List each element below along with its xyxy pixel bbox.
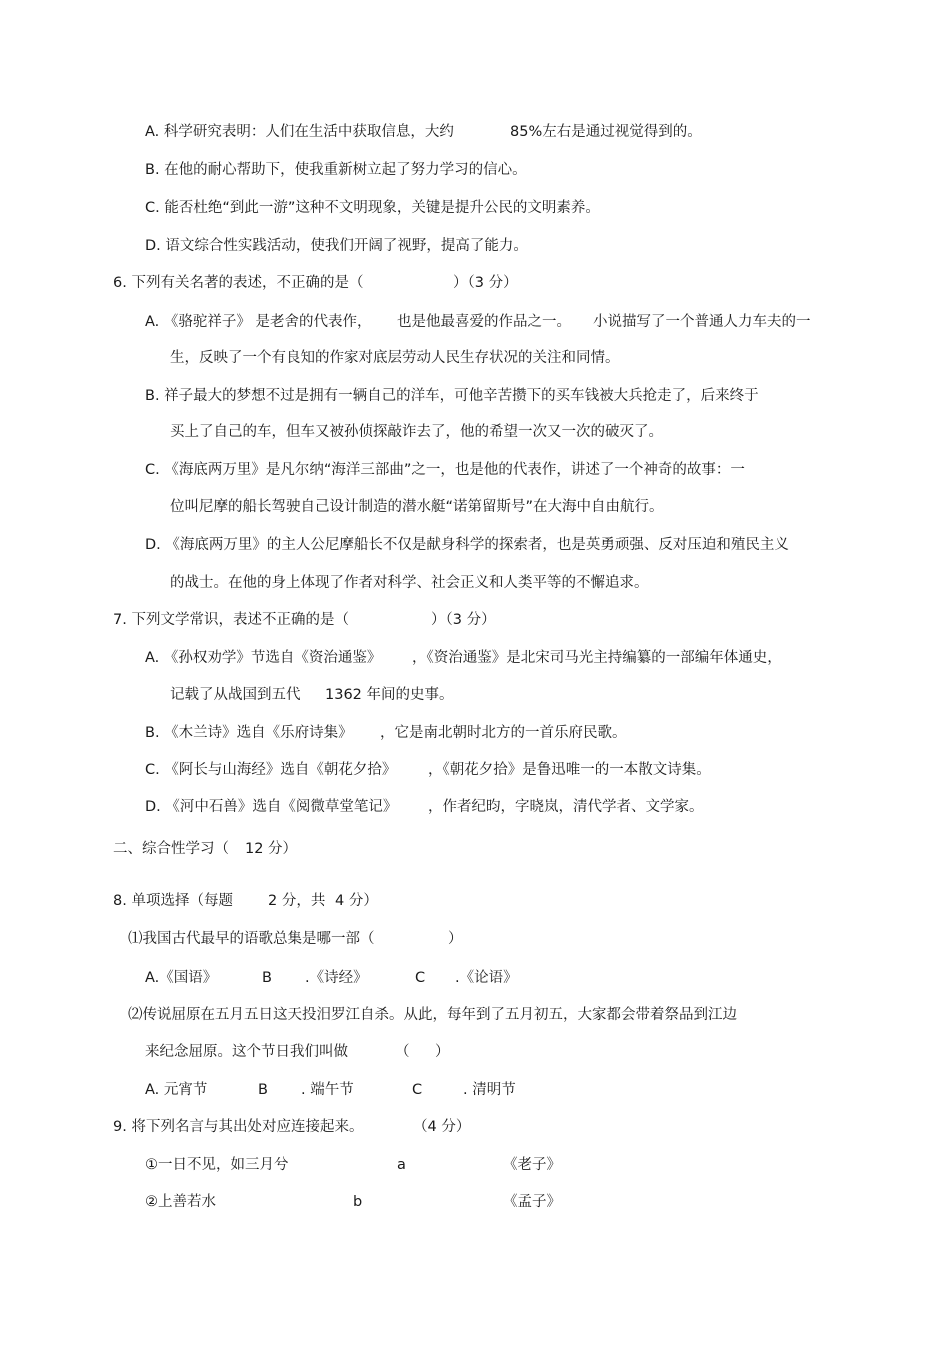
text-segment: 生，反映了一个有良知的作家对底层劳动人民生存状况的关注和同情。: [170, 350, 620, 366]
text-segment: ⑴我国古代最早的语歌总集是哪一部（: [128, 931, 375, 947]
text-segment: B. 祥子最大的梦想不过是拥有一辆自己的洋车，可他辛苦攒下的买车钱被大兵抢走了，后来终于: [145, 388, 759, 404]
text-segment: 位叫尼摩的船长驾驶自己设计制造的潜水艇“诺第留斯号”在大海中自由航行。: [170, 499, 664, 515]
text-segment: 《老子》: [503, 1157, 561, 1173]
text-segment: 85%左右是通过视觉得到的。: [510, 124, 702, 140]
text-segment: 买上了自己的车，但车又被孙侦探敲诈去了，他的希望一次又一次的破灭了。: [170, 424, 663, 440]
text-segment: ）（3 分）: [453, 275, 518, 291]
text-segment: 小说描写了一个普通人力车夫的一: [593, 314, 811, 330]
text-segment: A. 《骆驼祥子》 是老舍的代表作，: [145, 314, 372, 330]
text-segment: 的战士。在他的身上体现了作者对科学、社会正义和人类平等的不懈追求。: [170, 575, 649, 591]
text-segment: 二、综合性学习（: [113, 841, 229, 857]
text-segment: a: [397, 1157, 406, 1173]
text-segment: b: [353, 1194, 363, 1210]
text-segment: 也是他最喜爱的作品之一。: [397, 314, 571, 330]
text-segment: 12 分）: [245, 841, 298, 857]
text-segment: 《孟子》: [503, 1194, 561, 1210]
text-segment: ）（3 分）: [431, 612, 496, 628]
text-segment: 来纪念屈原。这个节日我们叫做: [145, 1044, 348, 1060]
text-segment: ，它是南北朝时北方的一首乐府民歌。: [380, 725, 627, 741]
text-segment: 1362 年间的史事。: [325, 687, 454, 703]
text-segment: ）: [435, 1044, 450, 1060]
text-segment: ⑵传说屈原在五月五日这天投汨罗江自杀。从此，每年到了五月初五，大家都会带着祭品到江边: [128, 1007, 737, 1023]
text-segment: C. 《阿长与山海经》选自《朝花夕拾》: [145, 762, 397, 778]
text-segment: D. 语文综合性实践活动，使我们开阔了视野，提高了能力。: [145, 238, 528, 254]
text-segment: D. 《海底两万里》的主人公尼摩船长不仅是献身科学的探索者，也是英勇顽强、反对压迫和殖民主义: [145, 537, 789, 553]
text-segment: 2 分，共: [268, 893, 326, 909]
text-segment: B. 《木兰诗》选自《乐府诗集》: [145, 725, 353, 741]
text-segment: B. 在他的耐心帮助下，使我重新树立起了努力学习的信心。: [145, 162, 527, 178]
text-segment: 7. 下列文学常识，表述不正确的是（: [113, 612, 349, 628]
text-segment: D. 《河中石兽》选自《阅微草堂笔记》: [145, 799, 398, 815]
text-segment: C. 《海底两万里》是凡尔纳“海洋三部曲”之一，也是他的代表作，讲述了一个神奇的故事：一: [145, 462, 745, 478]
text-segment: A. 元宵节: [145, 1082, 208, 1098]
text-segment: （4 分）: [413, 1119, 471, 1135]
text-segment: 记载了从战国到五代: [170, 687, 301, 703]
text-segment: ①一日不见，如三月兮: [145, 1157, 289, 1173]
text-segment: B: [258, 1082, 268, 1098]
text-segment: . 端午节: [301, 1082, 354, 1098]
text-segment: 8. 单项选择（每题: [113, 893, 233, 909]
text-segment: A.《国语》: [145, 970, 218, 986]
text-segment: ，《朝花夕拾》是鲁迅唯一的一本散文诗集。: [428, 762, 711, 778]
text-segment: 4 分）: [335, 893, 378, 909]
text-segment: C: [415, 970, 426, 986]
text-segment: C. 能否杜绝“到此一游”这种不文明现象，关键是提升公民的文明素养。: [145, 200, 600, 216]
text-segment: ，作者纪昀，字晓岚，清代学者、文学家。: [428, 799, 704, 815]
text-segment: （: [395, 1044, 410, 1060]
text-segment: A. 科学研究表明：人们在生活中获取信息，大约: [145, 124, 454, 140]
text-segment: . 清明节: [463, 1082, 516, 1098]
text-segment: A. 《孙权劝学》节选自《资治通鉴》: [145, 650, 382, 666]
text-segment: 9. 将下列名言与其出处对应连接起来。: [113, 1119, 364, 1135]
text-segment: C: [412, 1082, 423, 1098]
text-segment: ，《资治通鉴》是北宋司马光主持编纂的一部编年体通史，: [412, 650, 782, 666]
text-segment: B: [262, 970, 272, 986]
text-segment: ）: [448, 931, 463, 947]
text-segment: .《诗经》: [305, 970, 368, 986]
text-segment: ②上善若水: [145, 1194, 216, 1210]
text-segment: 6. 下列有关名著的表述，不正确的是（: [113, 275, 364, 291]
text-segment: .《论语》: [455, 970, 518, 986]
